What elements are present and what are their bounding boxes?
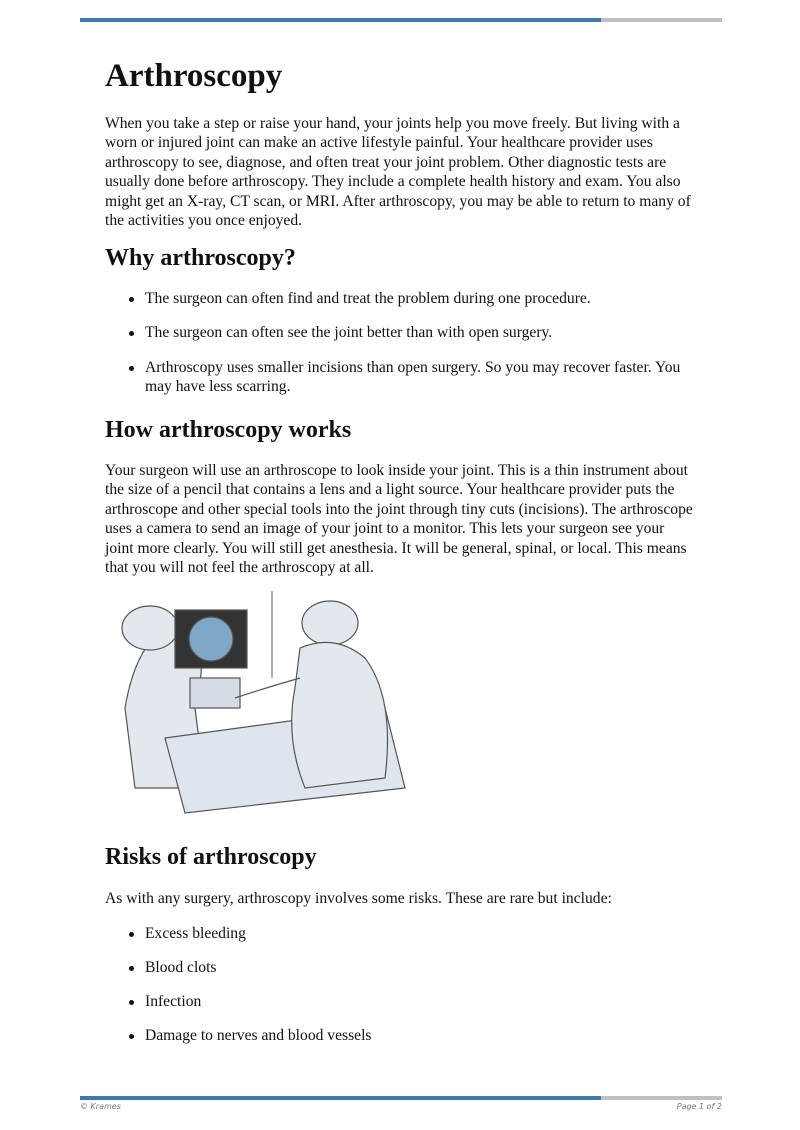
how-paragraph: Your surgeon will use an arthroscope to look inside your joint. This is a thin instrument about the size of a pencil that contains a lens and a light source. Your healthcare provider puts the arthroscope and other special tools into the joint through tiny cuts (incisions). The arthroscope uses a camera to send an image of your joint to a monitor. This lets your surgeon see your joint more clearly. You will still get anesthesia. It will be general, spinal, or local. This means that you will not feel the arthroscopy at all.: [105, 462, 693, 577]
list-item: Arthroscopy uses smaller incisions than open surgery. So you may recover faster. You may have less scarring.: [105, 358, 705, 397]
heading-risks: Risks of arthroscopy: [105, 844, 317, 870]
page-title: Arthroscopy: [105, 58, 283, 94]
header-bar: [80, 18, 722, 22]
heading-how: How arthroscopy works: [105, 417, 352, 443]
list-item: Blood clots: [105, 958, 705, 977]
risks-intro: As with any surgery, arthroscopy involves some risks. These are rare but include:: [105, 890, 612, 907]
list-item: The surgeon can often see the joint better than with open surgery.: [105, 323, 705, 342]
list-item: The surgeon can often find and treat the problem during one procedure.: [105, 289, 705, 308]
list-item: Infection: [105, 992, 705, 1011]
footer-copyright: © Krames: [80, 1102, 121, 1111]
footer-bar: [80, 1096, 722, 1100]
footer-page-number: Page 1 of 2: [676, 1102, 722, 1111]
intro-paragraph: When you take a step or raise your hand, your joints help you move freely. But living with a worn or injured joint can make an active lifestyle painful. Your healthcare provider uses arthroscopy to see, diagnose, and often treat your joint problem. Other diagnostic tests are usually done before arthroscopy. They include a complete health history and exam. You also might get an X-ray, CT scan, or MRI. After arthroscopy, you may be able to return to many of the activities you once enjoyed.: [105, 115, 691, 230]
list-item: Excess bleeding: [105, 924, 705, 943]
surgery-illustration: [105, 588, 407, 822]
list-item: Damage to nerves and blood vessels: [105, 1026, 705, 1045]
heading-why: Why arthroscopy?: [105, 245, 296, 271]
